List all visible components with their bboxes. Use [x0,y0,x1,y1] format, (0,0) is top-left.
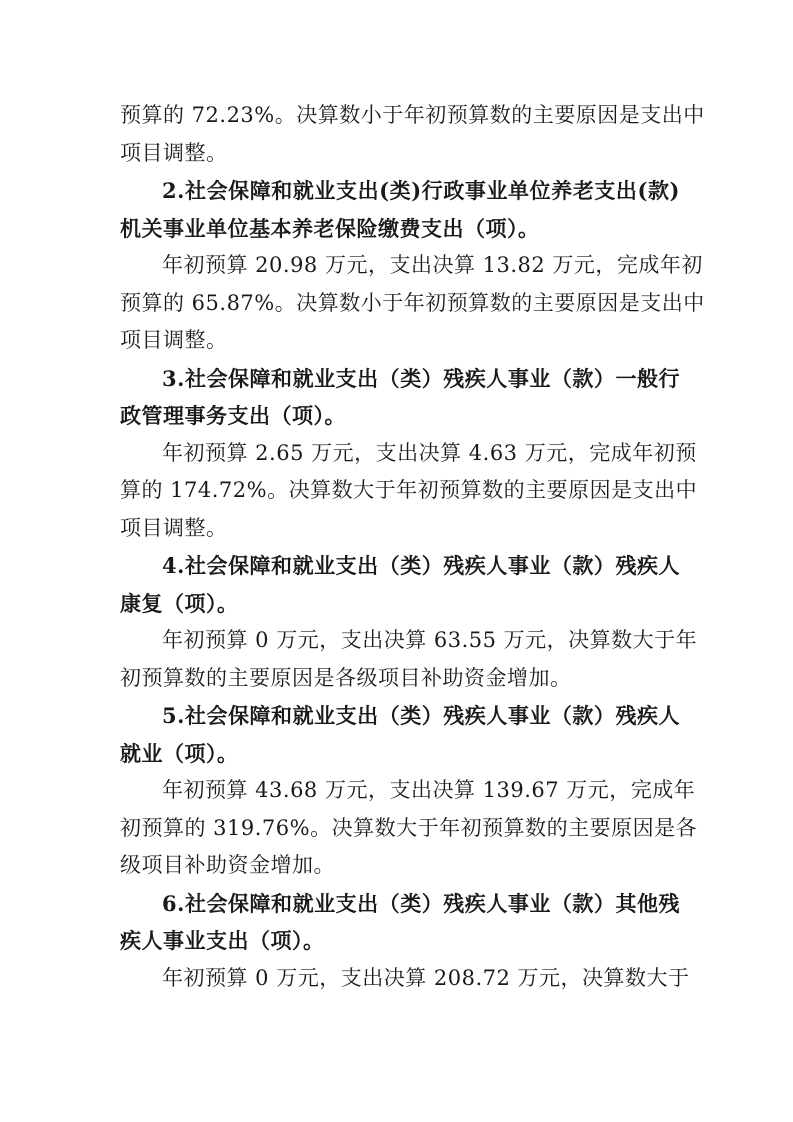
section-heading: 4.社会保障和就业支出（类）残疾人事业（款）残疾人 [162,553,680,578]
section-heading: 2.社会保障和就业支出(类)行政事业单位养老支出(款) [162,178,680,203]
text-line: 年初预算 43.68 万元，支出决算 139.67 万元，完成年 [162,778,696,802]
text-line: 预算的 72.23%。决算数小于年初预算数的主要原因是支出中 [120,103,705,127]
section-heading: 就业（项）。 [120,740,239,766]
section-heading: 疾人事业支出（项）。 [120,928,325,953]
document-page [120,97,705,997]
section-heading: 政管理事务支出（项）。 [120,403,346,428]
text-line: 算的 174.72%。决算数大于年初预算数的主要原因是支出中 [120,478,698,502]
text-line: 项目调整。 [120,515,228,540]
section-heading: 5.社会保障和就业支出（类）残疾人事业（款）残疾人 [162,703,680,728]
section-heading: 3.社会保障和就业支出（类）残疾人事业（款）一般行 [162,365,680,391]
text-line: 项目调整。 [120,140,228,165]
section-heading: 康复（项）。 [120,590,239,616]
text-line: 年初预算 2.65 万元，支出决算 4.63 万元，完成年初预 [162,440,697,465]
section-heading: 机关事业单位基本养老保险缴费支出（项）。 [120,215,540,241]
text-line: 项目调整。 [120,328,228,352]
section-heading: 6.社会保障和就业支出（类）残疾人事业（款）其他残 [162,890,680,916]
text-line: 年初预算 0 万元，支出决算 208.72 万元，决算数大于 [162,965,690,990]
text-line: 预算的 65.87%。决算数小于年初预算数的主要原因是支出中 [120,290,705,315]
text-line: 年初预算 20.98 万元，支出决算 13.82 万元，完成年初 [162,253,703,277]
text-line: 初预算的 319.76%。决算数大于年初预算数的主要原因是各 [120,815,698,840]
text-line: 初预算数的主要原因是各级项目补助资金增加。 [120,665,572,690]
text-line: 级项目补助资金增加。 [120,853,335,877]
text-line: 年初预算 0 万元，支出决算 63.55 万元，决算数大于年 [162,628,698,652]
